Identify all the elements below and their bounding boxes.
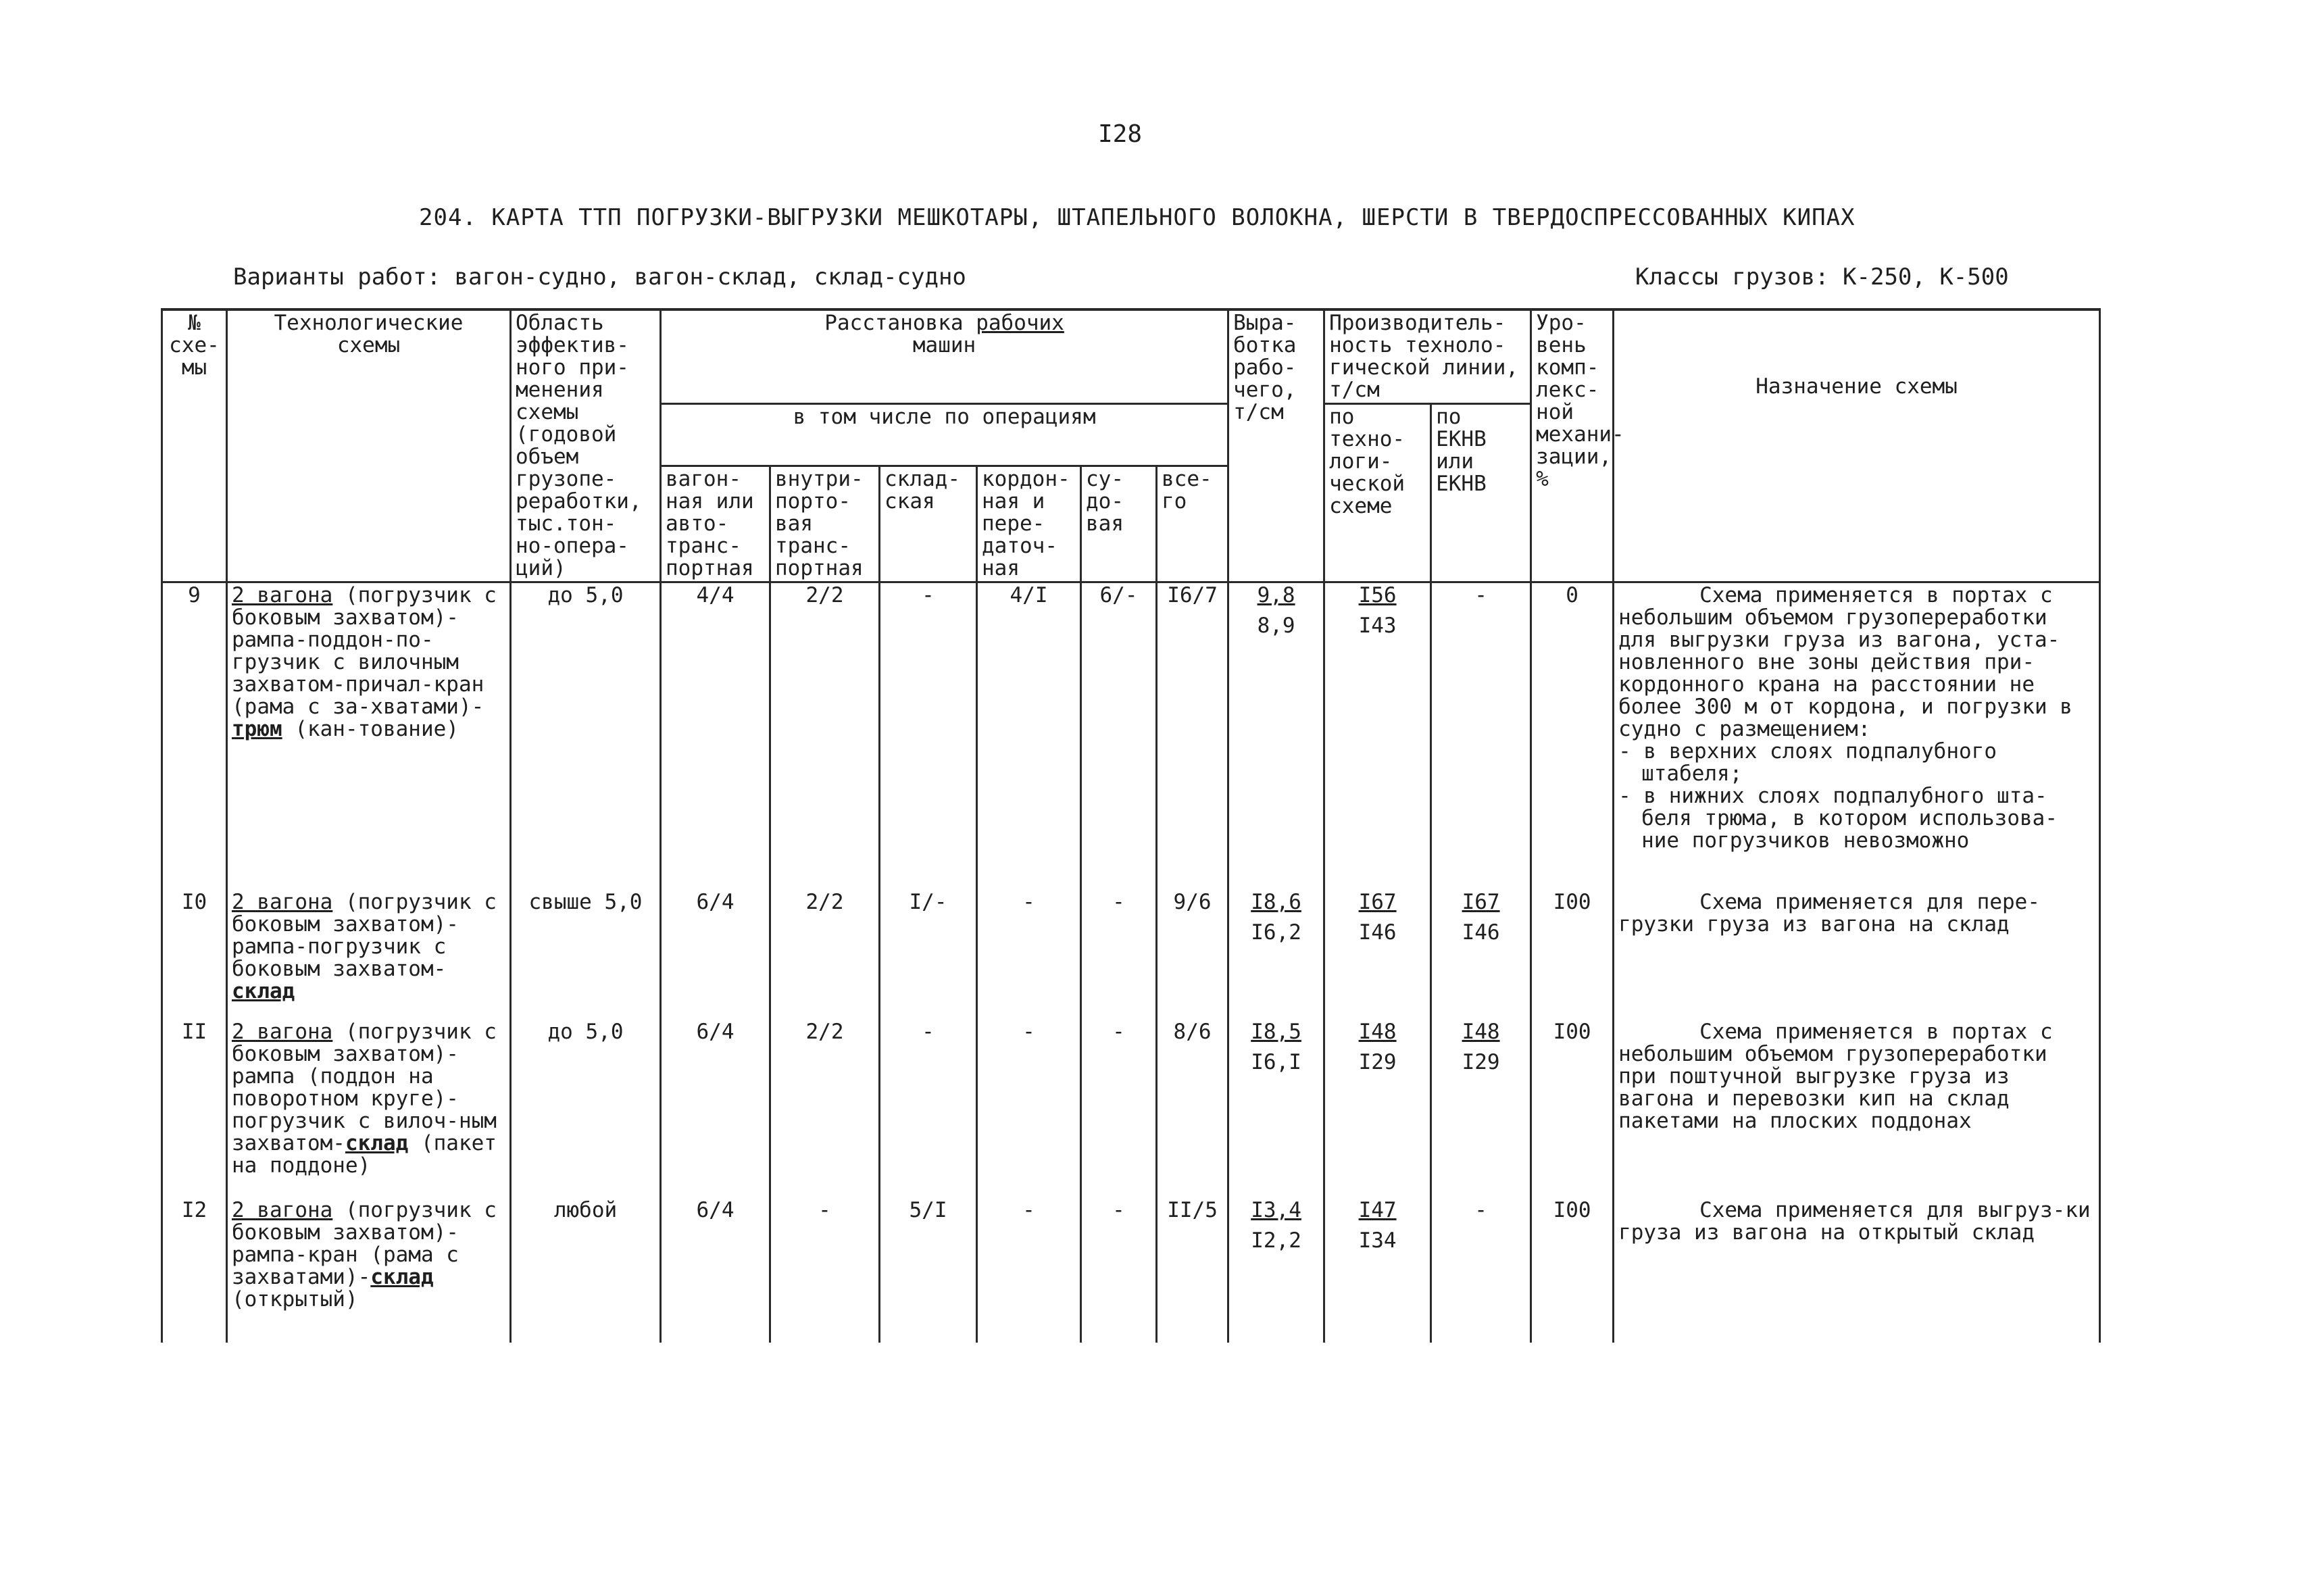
header-op-intra: внутри- порто- вая транс- портная xyxy=(770,466,880,582)
mech-value: I00 xyxy=(1531,1198,1614,1343)
area-value: до 5,0 xyxy=(511,1020,661,1198)
op-wagon-value: 6/4 xyxy=(661,1020,770,1198)
header-op-wagon: вагон- ная или авто- транс- портная xyxy=(661,466,770,582)
purpose-text: Схема применяется для выгруз-ки груза из вагона на открытый склад xyxy=(1614,1198,2100,1343)
header-mech-level: Уро- вень комп- лекс- ной механи- зации, % xyxy=(1531,309,1614,582)
output-value: I8,6 I6,2 xyxy=(1228,890,1324,1020)
prod-eknv-value: - xyxy=(1431,582,1531,891)
work-variants: Варианты работ: вагон-судно, вагон-склад, склад-судно xyxy=(233,264,966,291)
table-row xyxy=(162,1198,2100,1343)
row-num: II xyxy=(162,1020,227,1198)
op-intra-value: - xyxy=(770,1198,880,1343)
op-intra-value: 2/2 xyxy=(770,1020,880,1198)
header-productivity: Производитель- ность техноло- гической линии, т/см xyxy=(1324,309,1531,404)
prod-eknv-value: I48 I29 xyxy=(1431,1020,1531,1198)
prod-scheme-value: I47 I34 xyxy=(1324,1198,1431,1343)
mech-value: I00 xyxy=(1531,1020,1614,1198)
cargo-classes: Классы грузов: К-250, К-500 xyxy=(1635,264,2009,291)
header-op-total: все- го xyxy=(1157,466,1228,582)
op-kordon-value: 4/I xyxy=(977,582,1081,891)
purpose-item: - в верхних слоях подпалубного штабеля; xyxy=(1618,739,1997,786)
op-sklad-value: I/- xyxy=(880,890,977,1020)
op-kordon-value: - xyxy=(977,1198,1081,1343)
op-total-value: 9/6 xyxy=(1157,890,1228,1020)
header-prod-eknv: по ЕКНВ или ЕКНВ xyxy=(1431,404,1531,582)
area-value: до 5,0 xyxy=(511,582,661,891)
tech-schemes-table xyxy=(161,308,2101,1343)
mech-value: I00 xyxy=(1531,890,1614,1020)
op-kordon-value: - xyxy=(977,890,1081,1020)
op-wagon-value: 6/4 xyxy=(661,890,770,1020)
output-value: I8,5 I6,I xyxy=(1228,1020,1324,1198)
table-row xyxy=(162,582,2100,891)
op-ship-value: - xyxy=(1081,890,1157,1020)
row-num: 9 xyxy=(162,582,227,891)
op-ship-value: - xyxy=(1081,1020,1157,1198)
prod-eknv-value: I67 I46 xyxy=(1431,890,1531,1020)
op-sklad-value: - xyxy=(880,1020,977,1198)
header-ops-group: в том числе по операциям xyxy=(661,404,1228,466)
prod-eknv-value: - xyxy=(1431,1198,1531,1343)
header-prod-scheme: по техно- логи- ческой схеме xyxy=(1324,404,1431,582)
page-number: I28 xyxy=(1098,120,1143,148)
purpose-text: Схема применяется для пере-грузки груза из вагона на склад xyxy=(1614,890,2100,1020)
tech-scheme: 2 вагона (погрузчик с боковым захватом)-рампа-погрузчик с боковым захватом-склад xyxy=(227,890,511,1020)
mech-value: 0 xyxy=(1531,582,1614,891)
op-wagon-value: 6/4 xyxy=(661,1198,770,1343)
purpose-text: Схема применяется в портах с небольшим объемом грузопереработки при поштучной выгрузке груза из вагона и перевозки кип на склад пакетами на плоских поддонах xyxy=(1614,1020,2100,1198)
header-op-ship: су- до- вая xyxy=(1081,466,1157,582)
header-op-sklad: склад- ская xyxy=(880,466,977,582)
op-intra-value: 2/2 xyxy=(770,890,880,1020)
header-placement: Расстановка рабочих машин xyxy=(661,309,1228,404)
header-tech: Технологические схемы xyxy=(227,309,511,582)
header-op-kordon: кордон- ная и пере- даточ- ная xyxy=(977,466,1081,582)
header-area: Область эффектив- ного при- менения схемы (годовой объем грузопе- реработки, тыс.тон- но-опера- ций) xyxy=(511,309,661,582)
table-row xyxy=(162,890,2100,1020)
tech-scheme: 2 вагона (погрузчик с боковым захватом)-рампа-поддон-по-грузчик с вилочным захватом-причал-кран (рама с за-хватами)-трюм (кан-тование) xyxy=(227,582,511,891)
prod-scheme-value: I67 I46 xyxy=(1324,890,1431,1020)
op-sklad-value: 5/I xyxy=(880,1198,977,1343)
table-row xyxy=(162,1020,2100,1198)
output-value: I3,4 I2,2 xyxy=(1228,1198,1324,1343)
area-value: любой xyxy=(511,1198,661,1343)
op-intra-value: 2/2 xyxy=(770,582,880,891)
op-total-value: 8/6 xyxy=(1157,1020,1228,1198)
tech-scheme: 2 вагона (погрузчик с боковым захватом)-рампа (поддон на поворотном круге)-погрузчик с вилоч-ным захватом-склад (пакет на поддоне) xyxy=(227,1020,511,1198)
header-num: № схе- мы xyxy=(162,309,227,582)
header-output: Выра- ботка рабо- чего, т/см xyxy=(1228,309,1324,582)
purpose-text: Схема применяется в портах с небольшим объемом грузопереработки для выгрузки груза из вагона, уста-новленного вне зоны действия при-кордонного крана на расстоянии не более 300 м от кордона, и погрузки в судно с размещением: - в верхних слоях подпалубного штабеля; - в нижних слоях подпалубного шта-беля трюма, в котором использова-ние погрузчиков невозможно xyxy=(1614,582,2100,891)
op-wagon-value: 4/4 xyxy=(661,582,770,891)
purpose-item: - в нижних слоях подпалубного шта-беля трюма, в котором использова-ние погрузчиков невозможно xyxy=(1618,784,2058,853)
row-num: I2 xyxy=(162,1198,227,1343)
op-ship-value: 6/- xyxy=(1081,582,1157,891)
row-num: I0 xyxy=(162,890,227,1020)
tech-scheme: 2 вагона (погрузчик с боковым захватом)-рампа-кран (рама с захватами)-склад (открытый) xyxy=(227,1198,511,1343)
header-purpose: Назначение схемы xyxy=(1614,309,2100,582)
op-total-value: II/5 xyxy=(1157,1198,1228,1343)
op-sklad-value: - xyxy=(880,582,977,891)
op-kordon-value: - xyxy=(977,1020,1081,1198)
prod-scheme-value: I56 I43 xyxy=(1324,582,1431,891)
area-value: свыше 5,0 xyxy=(511,890,661,1020)
prod-scheme-value: I48 I29 xyxy=(1324,1020,1431,1198)
page-title: 204. КАРТА ТТП ПОГРУЗКИ-ВЫГРУЗКИ МЕШКОТАРЫ, ШТАПЕЛЬНОГО ВОЛОКНА, ШЕРСТИ В ТВЕРДОСПРЕССОВАННЫХ КИПАХ xyxy=(419,204,1856,231)
output-value: 9,8 8,9 xyxy=(1228,582,1324,891)
op-ship-value: - xyxy=(1081,1198,1157,1343)
op-total-value: I6/7 xyxy=(1157,582,1228,891)
